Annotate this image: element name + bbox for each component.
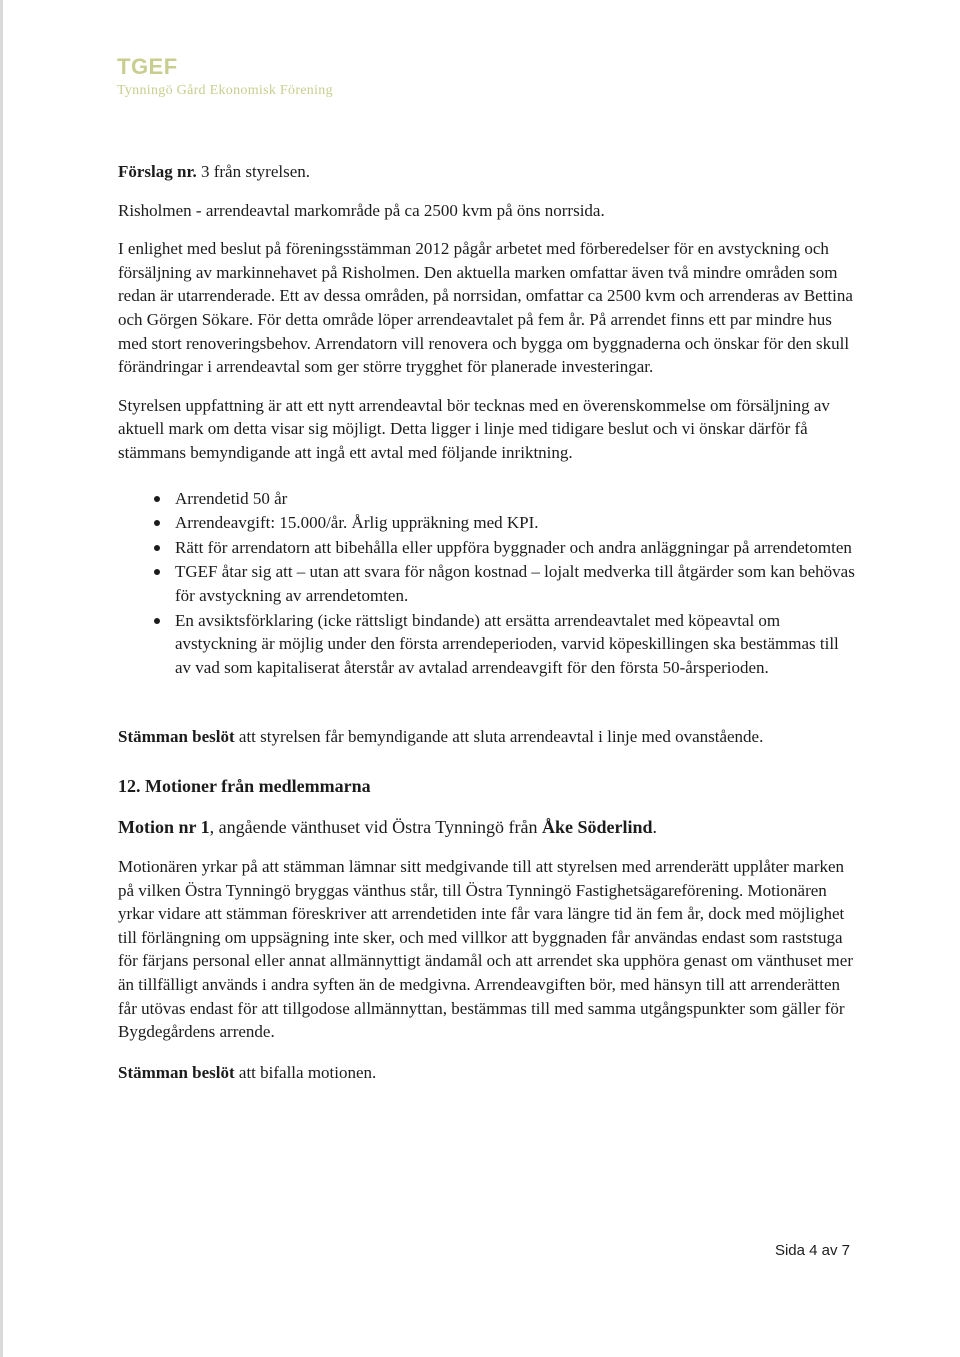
bullet-icon [154, 618, 160, 624]
section-heading: 12. Motioner från medlemmarna [118, 775, 371, 796]
list-item: Rätt för arrendatorn att bibehålla eller uppföra byggnader och andra anläggningar på arrendetomten [118, 536, 858, 560]
list-item: Arrendeavgift: 15.000/år. Årlig uppräkning med KPI. [118, 511, 858, 535]
proposal-heading-bold: Förslag nr. [118, 162, 197, 181]
letterhead-org: TGEF [117, 54, 178, 79]
motion-body: Motionären yrkar på att stämman lämnar sitt medgivande till att styrelsen med arrenderätt upplåter marken på vilken Östra Tynningö bryggas vänthus står, till Östra Tynningö Fastighetsägareförening. Motionären yrkar vidare att stämman föreskriver att arrendetiden inte får vara längre tid än fem år, dock med möjlighet till förlängning om uppsägning inte sker, och med villkor att byggnaden får användas endast som raststuga för färjans personal eller annat allmännyttigt ändamål och att arrendet ska upphöra genast om vänthuset mer än tillfälligt används i andra syften än de medgivna. Arrendeavgiften bör, med hänsyn till att arrenderätten får utövas endast för att tillgodose allmännyttan, bestämmas till med samma utgångspunkter som gäller för Bygdegårdens arrende. [118, 857, 853, 1042]
decision-text: att styrelsen får bemyndigande att sluta arrendeavtal i linje med ovanstående. [234, 727, 764, 747]
bullet-icon [154, 545, 160, 551]
list-item: TGEF åtar sig att – utan att svara för någon kostnad – lojalt medverka till åtgärder som kan behövas för avstyckning av arrendetomten. [118, 560, 858, 607]
decision-label: Stämman beslöt [118, 727, 235, 747]
motion-author: Åke Söderlind [542, 817, 653, 838]
motion-decision [118, 1061, 858, 1085]
letterhead [117, 54, 333, 100]
motion-heading-mid: , angående vänthuset vid Östra Tynningö från [209, 817, 542, 838]
bullet-icon [154, 496, 160, 502]
proposal-heading [118, 160, 858, 184]
proposal-subject: Risholmen - arrendeavtal markområde på ca 2500 kvm på öns norrsida. [118, 200, 605, 220]
page-edge [0, 0, 3, 1357]
board-view: Styrelsen uppfattning är att ett nytt arrendeavtal bör tecknas med en överenskommelse om försäljning av aktuell mark om detta visar sig möjligt. Detta ligger i linje med tidigare beslut och vi önskar därför få stämmans bemyndigande att ingå ett avtal med följande inriktning. [118, 395, 830, 462]
bullet-icon [154, 520, 160, 526]
decision-label: Stämman beslöt [118, 1062, 235, 1082]
proposal-decision [118, 725, 858, 749]
decision-text: att bifalla motionen. [234, 1062, 377, 1082]
list-item: En avsiktsförklaring (icke rättsligt bindande) att ersätta arrendeavtalet med köpeavtal om avstyckning är möjlig under den första arrendeperioden, varvid köpeskillingen ska bestämmas till av vad som kapitaliserat återstår av avtalad arrendeavgift för den första 50-årsperioden. [118, 609, 858, 680]
letterhead-full-name: Tynningö Gård Ekonomisk Förening [117, 83, 333, 98]
list-item: Arrendetid 50 år [118, 487, 858, 511]
bullet-icon [154, 569, 160, 575]
proposal-heading-rest: 3 från styrelsen. [196, 162, 311, 181]
page-number: Sida 4 av 7 [774, 1242, 850, 1259]
document-body [118, 160, 858, 1084]
motion-heading-end: . [652, 817, 658, 838]
proposal-intro: I enlighet med beslut på föreningsstämman 2012 pågår arbetet med förberedelser för en avstyckning och försäljning av markinnehavet på Risholmen. Den aktuella marken omfattar även två mindre områden som redan är utarrenderade. Ett av dessa områden, på norrsidan, omfattar ca 2500 kvm och arrenderas av Bettina och Görgen Sökare. För detta område löper arrendeavtalet på fem år. På arrendet finns ett par mindre hus med stort renoveringsbehov. Arrendatorn vill renovera och bygga om byggnaderna och önskar för den skull förändringar i arrendeavtal som ger större trygghet för planerade investeringar. [118, 239, 853, 377]
motion-heading-bold: Motion nr 1 [118, 817, 210, 838]
terms-list [118, 487, 858, 680]
motion-heading [118, 816, 858, 840]
